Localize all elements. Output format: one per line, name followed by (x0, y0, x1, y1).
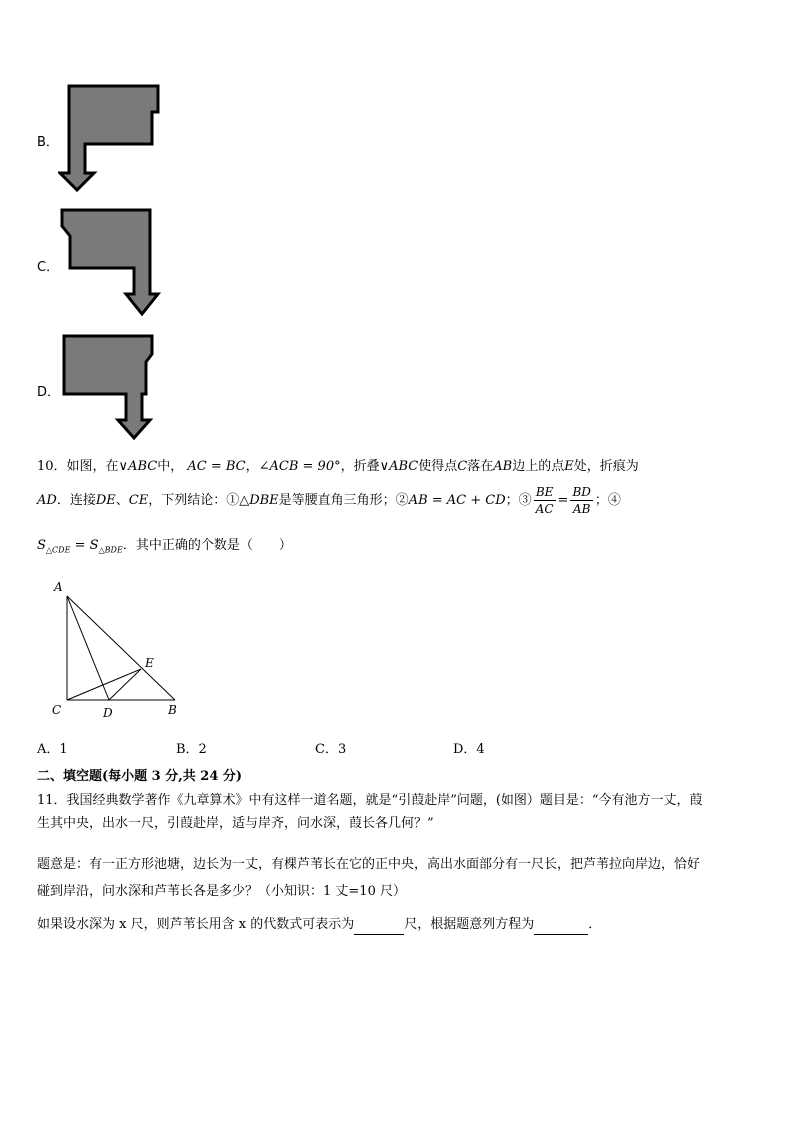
option-c-figure (58, 206, 162, 320)
option-c-label: C． (37, 260, 60, 275)
option-d-label: D． (37, 385, 61, 400)
label-a: A (54, 580, 63, 594)
answer-blank-1[interactable] (354, 916, 404, 935)
q11-line5: 如果设水深为 x 尺，则芦苇长用含 x 的代数式可表示为 尺，根据题意列方程为 ． (37, 916, 601, 935)
q10-line3: $S_{\triangle CDE} = S_{\triangle BDE}$．其中正确的个数是（ ） (37, 538, 292, 555)
q11-line2: 生其中央，出水一尺，引葭赴岸，适与岸齐，问水深，葭长各几何？” (37, 816, 434, 831)
q10-line1: 10．如图，在∨ABC中， AC = BC，∠ACB = 90°，折叠∨ABC使得点C落在AB边上的点E处，折痕为 (37, 459, 639, 474)
q10-line2: AD．连接DE、CE，下列结论：①△DBE是等腰直角三角形；②AB = AC + CD；③ $\frac{BE}{AC}$ = $\frac{BD}{AB}$ ；④ (37, 485, 621, 516)
q10-option-c[interactable]: C．3 (315, 742, 347, 757)
section-title: 二、填空题(每小题 3 分,共 24 分) (37, 769, 243, 784)
option-d-figure (58, 332, 160, 444)
q10-option-b[interactable]: B．2 (176, 742, 207, 757)
label-c: C (52, 703, 62, 717)
q10-options (0, 738, 794, 756)
answer-blank-2[interactable] (534, 916, 588, 935)
fraction-be-ac: $\frac{BE}{AC}$ (535, 485, 554, 516)
option-b-figure (58, 82, 168, 194)
q10-option-a[interactable]: A．1 (37, 742, 68, 757)
q10-option-d[interactable]: D．4 (453, 742, 485, 757)
label-d: D (103, 706, 113, 720)
q11-line1: 11．我国经典数学著作《九章算术》中有这样一道名题，就是“引葭赴岸”问题，(如图）题目是：“今有池方一丈，葭 (37, 793, 703, 808)
fraction-bd-ab: $\frac{BD}{AB}$ (572, 485, 591, 516)
q11-line3: 题意是：有一正方形池塘，边长为一丈，有棵芦苇长在它的正中央，高出水面部分有一尺长，把芦苇拉向岸边，恰好 (37, 857, 701, 872)
option-b-label: B． (37, 135, 59, 150)
triangle-figure (45, 576, 190, 721)
label-e: E (145, 656, 154, 670)
q11-line4: 碰到岸沿，问水深和芦苇长各是多少？（小知识：1 丈=10 尺） (37, 884, 406, 899)
label-b: B (168, 703, 177, 717)
